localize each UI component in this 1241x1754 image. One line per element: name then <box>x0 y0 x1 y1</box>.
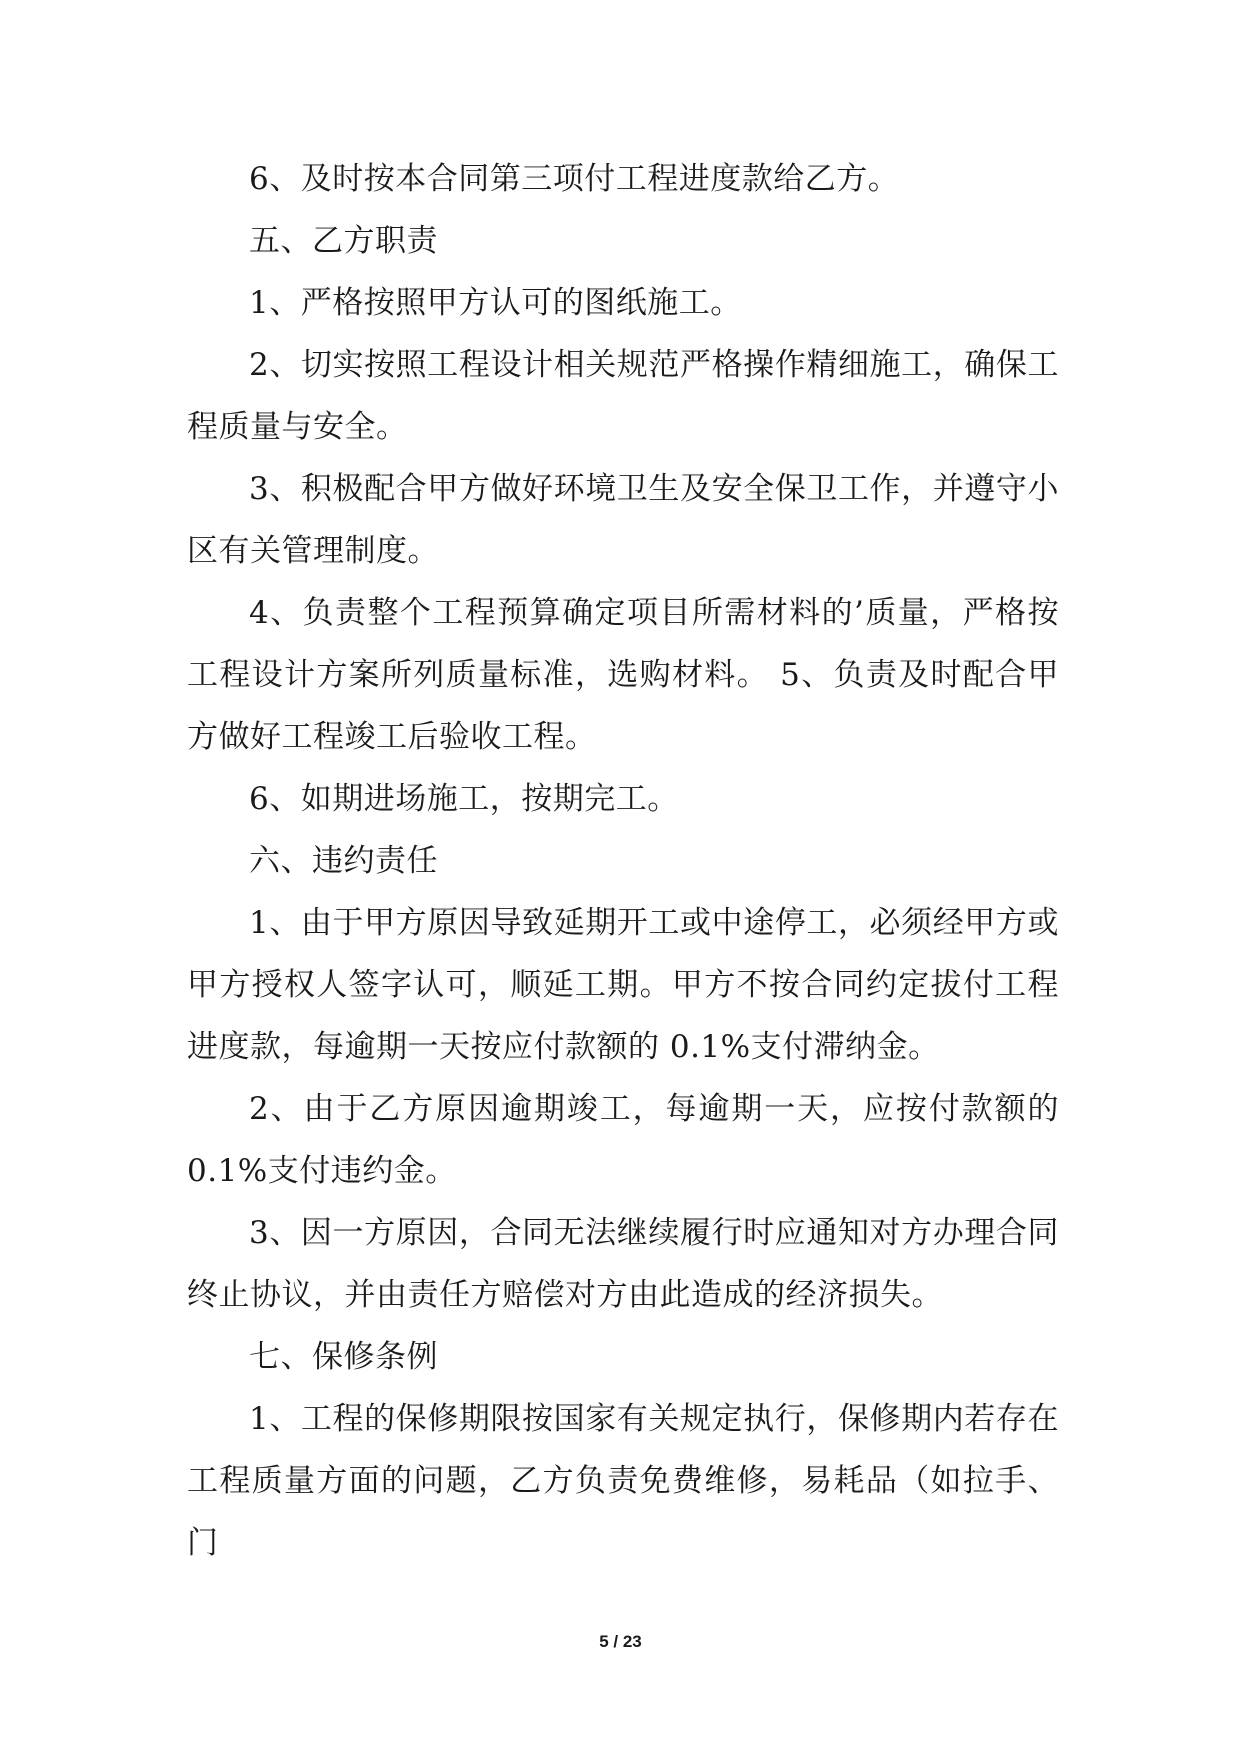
section-heading-6: 六、违约责任 <box>249 843 438 879</box>
paragraph-8: 2、由于乙方原因逾期竣工，每逾期一天，应按付款额的 0.1%支付违约金。 <box>187 1091 1059 1189</box>
paragraph-4: 3、积极配合甲方做好环境卫生及安全保卫工作，并遵守小区有关管理制度。 <box>187 471 1059 569</box>
paragraph-2: 1、严格按照甲方认可的图纸施工。 <box>249 285 742 321</box>
page-number: 5 / 23 <box>599 1632 642 1651</box>
section-heading-5: 五、乙方职责 <box>249 223 438 259</box>
section-heading-7: 七、保修条例 <box>249 1339 438 1375</box>
paragraph-1: 6、及时按本合同第三项付工程进度款给乙方。 <box>249 161 900 197</box>
paragraph-6: 6、如期进场施工，按期完工。 <box>249 781 679 817</box>
paragraph-3: 2、切实按照工程设计相关规范严格操作精细施工，确保工程质量与安全。 <box>187 347 1059 445</box>
paragraph-7: 1、由于甲方原因导致延期开工或中途停工，必须经甲方或甲方授权人签字认可，顺延工期。甲方不按合同约定拔付工程进度款，每逾期一天按应付款额的 0.1%支付滞纳金。 <box>187 905 1059 1065</box>
document-body <box>187 148 1059 1574</box>
paragraph-10: 1、工程的保修期限按国家有关规定执行，保修期内若存在工程质量方面的问题，乙方负责免费维修，易耗品（如拉手、门 <box>187 1401 1059 1561</box>
paragraph-9: 3、因一方原因，合同无法继续履行时应通知对方办理合同终止协议，并由责任方赔偿对方由此造成的经济损失。 <box>187 1215 1059 1313</box>
paragraph-5: 4、负责整个工程预算确定项目所需材料的’质量，严格按工程设计方案所列质量标准，选购材料。 5、负责及时配合甲方做好工程竣工后验收工程。 <box>187 595 1059 755</box>
